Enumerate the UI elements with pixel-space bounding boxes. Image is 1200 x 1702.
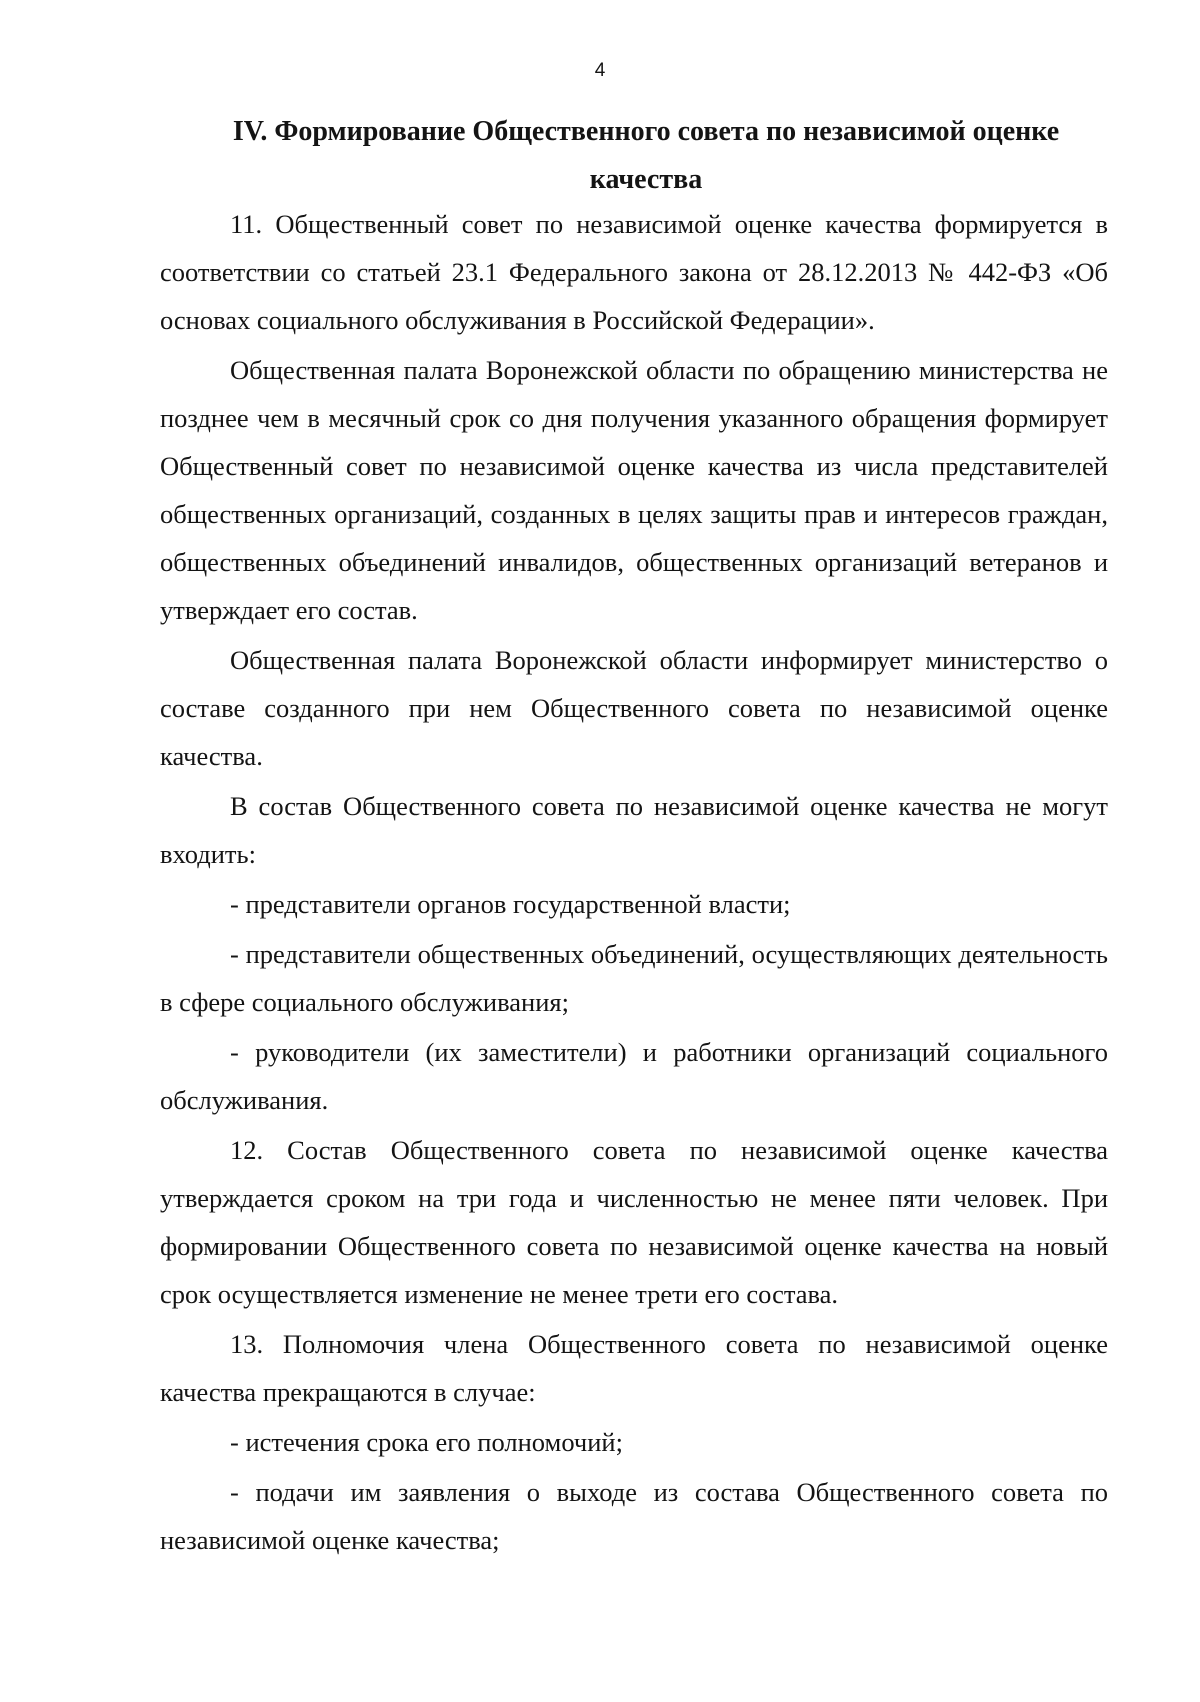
paragraph-13: 13. Полномочия члена Общественного совета по независимой оценке качества прекращаются в случае: (160, 1329, 1108, 1407)
paragraph-12: 12. Состав Общественного совета по независимой оценке качества утверждается сроком на три года и численностью не менее пяти человек. При формировании Общественного совета по независимой оценке качества на новый срок осуществляется изменение не менее трети его состава. (160, 1135, 1108, 1309)
list-item-organization-heads: - руководители (их заместители) и работники организаций социального обслуживания. (160, 1037, 1108, 1115)
paragraph-11: 11. Общественный совет по независимой оценке качества формируется в соответствии со статьей 23.1 Федерального закона от 28.12.2013 № 442-ФЗ «Об основах социального обслуживания в Российской Федерации». (160, 209, 1108, 335)
section-heading (160, 108, 1132, 204)
list-item-public-associations: - представители общественных объединений, осуществляющих деятельность в сфере социального обслуживания; (160, 939, 1108, 1017)
list-item-resignation: - подачи им заявления о выходе из состава Общественного совета по независимой оценке качества; (160, 1477, 1108, 1555)
section-heading-line1: IV. Формирование Общественного совета по независимой оценке (232, 116, 1060, 147)
list-item-term-expiry: - истечения срока его полномочий; (230, 1427, 623, 1457)
paragraph-public-chamber-informs: Общественная палата Воронежской области информирует министерство о составе созданного при нем Общественного совета по независимой оценке качества. (160, 645, 1108, 771)
paragraph-exclusions-intro: В состав Общественного совета по независимой оценке качества не могут входить: (160, 791, 1108, 869)
paragraph-public-chamber-forms: Общественная палата Воронежской области по обращению министерства не позднее чем в месячный срок со дня получения указанного обращения формирует Общественный совет по независимой оценке качества из числа представителей общественных организаций, созданных в целях защиты прав и интересов граждан, общественных объединений инвалидов, общественных организаций ветеранов и утверждает его состав. (160, 355, 1108, 625)
page-number: 4 (594, 60, 606, 81)
section-heading-line2: качества (589, 164, 703, 195)
document-body (160, 200, 1108, 1564)
list-item-state-authorities: - представители органов государственной власти; (230, 889, 791, 919)
